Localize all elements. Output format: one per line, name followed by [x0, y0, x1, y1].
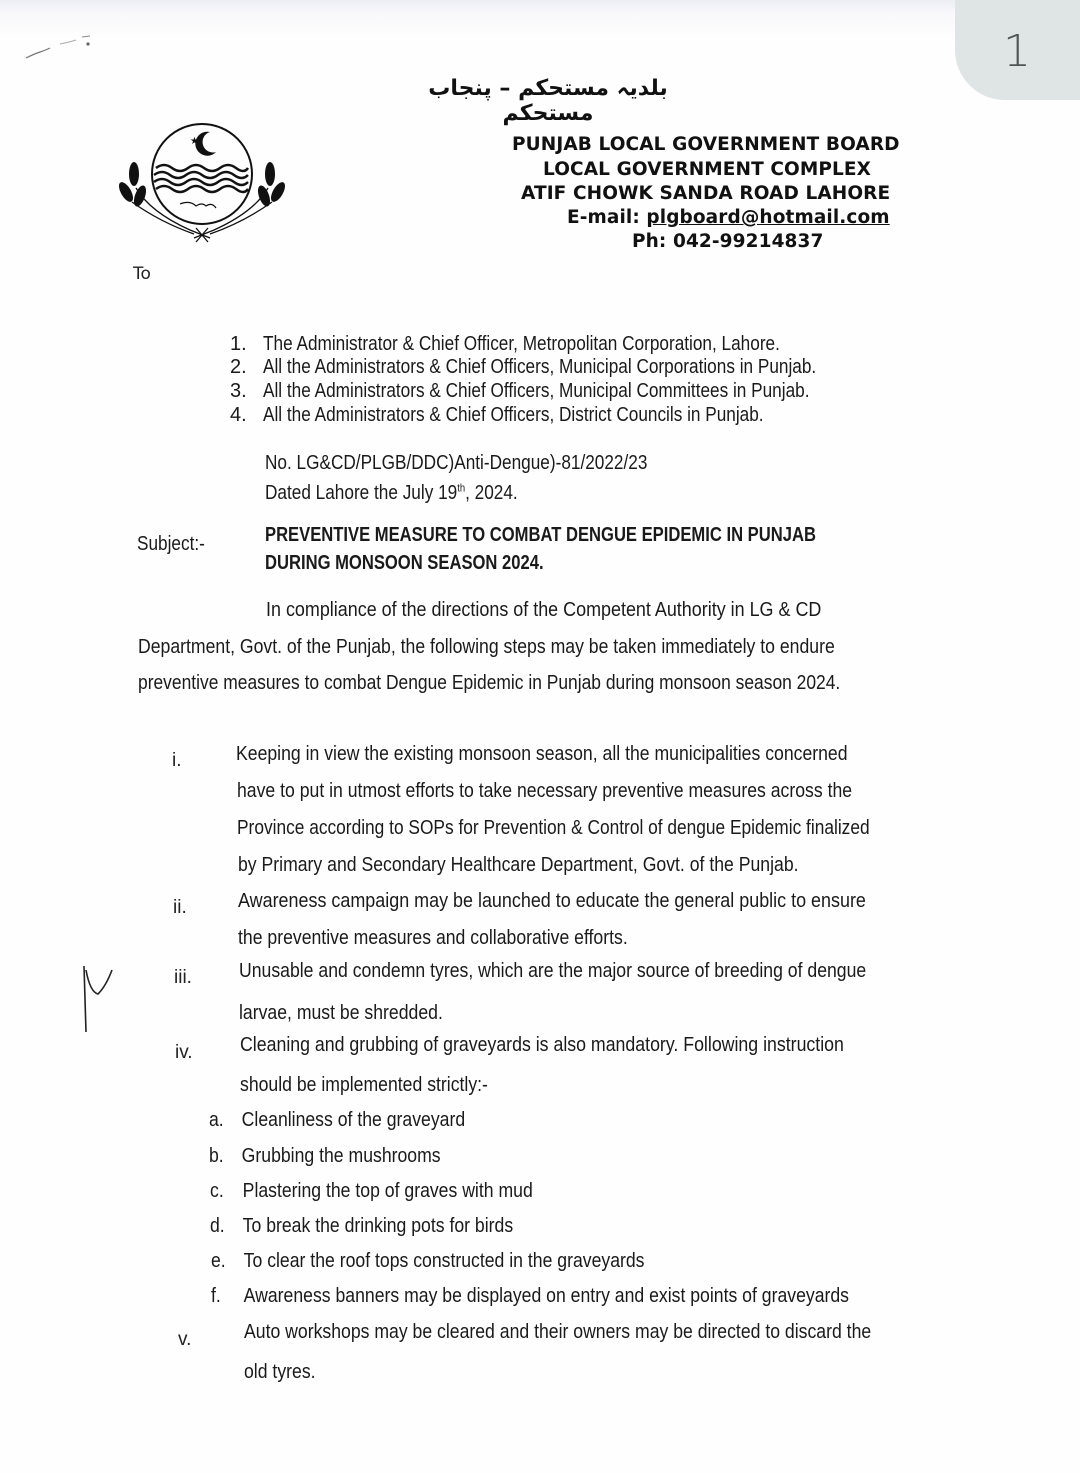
date-prefix: Dated Lahore the July 19	[265, 482, 458, 504]
recipient-number: 4.	[230, 404, 247, 426]
svg-text:★: ★	[190, 136, 199, 147]
point-number: v.	[178, 1329, 192, 1350]
intro-line-3: preventive measures to combat Dengue Epidemic in Punjab during monsoon season 2024.	[138, 671, 841, 694]
recipient-number: 1.	[230, 333, 247, 355]
sub-point-item	[209, 1108, 507, 1132]
point-number: ii.	[173, 897, 187, 918]
intro-line-2: Department, Govt. of the Punjab, the following steps may be taken immediately to endure	[138, 635, 835, 658]
phone-number: 042-99214837	[672, 231, 824, 252]
recipient-text: All the Administrators & Chief Officers, Municipal Corporations in Punjab.	[263, 356, 817, 378]
sub-point-letter: b.	[209, 1144, 224, 1167]
point-line: Auto workshops may be cleared and their owners may be directed to discard the	[244, 1320, 872, 1343]
point-line: Cleaning and grubbing of graveyards is also mandatory. Following instruction	[240, 1033, 844, 1056]
recipient-number: 3.	[230, 380, 247, 402]
sub-point-text: To break the drinking pots for birds	[242, 1214, 514, 1237]
point-line: by Primary and Secondary Healthcare Department, Govt. of the Punjab.	[238, 853, 799, 876]
punjab-government-emblem-icon	[110, 112, 290, 252]
sub-point-text: To clear the roof tops constructed in the graveyards	[243, 1249, 645, 1272]
urdu-motto: بلدیہ مستحکم – پنجاب مستحکم	[428, 76, 668, 126]
point-line: have to put in utmost efforts to take necessary preventive measures across the	[237, 779, 853, 802]
point-line: larvae, must be shredded.	[239, 1001, 443, 1024]
date-superscript: th	[457, 482, 466, 495]
to-label: To	[133, 264, 151, 284]
page-number-badge	[955, 0, 1080, 100]
point-number: iii.	[174, 967, 192, 988]
sub-point-text: Awareness banners may be displayed on entry and exist points of graveyards	[243, 1284, 849, 1307]
sub-point-item	[210, 1214, 563, 1238]
point-line: Unusable and condemn tyres, which are the major source of breeding of dengue	[239, 959, 867, 982]
handwritten-mark-icon	[78, 962, 128, 1042]
sub-point-item	[211, 1249, 715, 1273]
sub-point-letter: a.	[209, 1108, 224, 1131]
intro-line-1: In compliance of the directions of the Competent Authority in LG & CD	[266, 598, 822, 621]
letterhead-line-1: PUNJAB LOCAL GOVERNMENT BOARD	[512, 134, 900, 155]
recipient-item	[230, 404, 845, 427]
phone-label: Ph:	[632, 231, 667, 252]
sub-point-letter: d.	[210, 1214, 225, 1237]
date-suffix: , 2024.	[465, 482, 518, 504]
sub-point-item	[210, 1179, 585, 1203]
sub-point-item	[209, 1144, 478, 1168]
point-line: Province according to SOPs for Prevention & Control of dengue Epidemic finalized	[237, 816, 870, 839]
subject-label: Subject:-	[137, 533, 205, 555]
letterhead-phone-row	[632, 231, 823, 252]
point-line: should be implemented strictly:-	[240, 1073, 488, 1096]
email-label: E-mail:	[567, 207, 640, 228]
point-line: Awareness campaign may be launched to educate the general public to ensure	[238, 889, 866, 912]
letterhead-line-3: ATIF CHOWK SANDA ROAD LAHORE	[521, 183, 891, 204]
sub-point-text: Cleanliness of the graveyard	[241, 1108, 466, 1131]
reference-number: No. LG&CD/PLGB/DDC)Anti-Dengue)-81/2022/23	[265, 452, 648, 474]
recipient-number: 2.	[230, 356, 247, 378]
subject-line-1: PREVENTIVE MEASURE TO COMBAT DENGUE EPIDEMIC IN PUNJAB	[265, 524, 816, 546]
page-number: 1	[1003, 26, 1031, 77]
point-line: old tyres.	[244, 1360, 316, 1383]
sub-point-letter: c.	[210, 1179, 224, 1202]
recipient-text: All the Administrators & Chief Officers, Municipal Committees in Punjab.	[263, 380, 810, 402]
sub-point-text: Plastering the top of graves with mud	[242, 1179, 533, 1202]
sub-point-letter: e.	[211, 1249, 226, 1272]
letterhead-email-row	[567, 207, 890, 228]
recipient-item	[230, 356, 906, 379]
point-line: Keeping in view the existing monsoon season, all the municipalities concerned	[236, 742, 848, 765]
subject-line-2: DURING MONSOON SEASON 2024.	[265, 552, 544, 574]
recipient-item	[230, 380, 898, 403]
recipient-text: The Administrator & Chief Officer, Metropolitan Corporation, Lahore.	[263, 333, 780, 355]
recipient-item	[230, 333, 864, 356]
sub-point-letter: f.	[211, 1284, 221, 1307]
point-line: the preventive measures and collaborative efforts.	[238, 926, 628, 949]
sub-point-item	[211, 1284, 953, 1308]
reference-date	[265, 482, 559, 505]
letterhead-line-2: LOCAL GOVERNMENT COMPLEX	[543, 159, 872, 180]
point-number: i.	[172, 750, 182, 771]
sub-point-text: Grubbing the mushrooms	[241, 1144, 441, 1167]
point-number: iv.	[175, 1042, 193, 1063]
recipient-text: All the Administrators & Chief Officers, District Councils in Punjab.	[263, 404, 764, 426]
email-link[interactable]: plgboard@hotmail.com	[646, 207, 890, 228]
pen-mark-icon	[20, 30, 100, 70]
